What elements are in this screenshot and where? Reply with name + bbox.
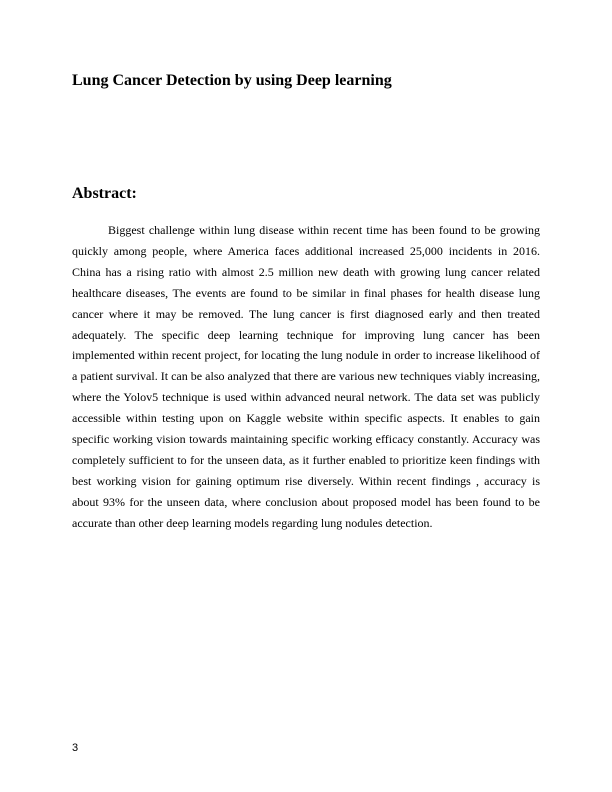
page-number: 3 <box>72 742 79 754</box>
abstract-paragraph: Biggest challenge within lung disease within recent time has been found to be growing quickly among people, where America faces additional increased 25,000 incidents in 2016. China has a rising ratio with almost 2.5 million new death with growing lung cancer related healthcare diseases, The events are found to be similar in final phases for health disease lung cancer where it may be removed. The lung cancer is first diagnosed early and then treated adequately. The specific deep learning technique for improving lung cancer has been implemented within recent project, for locating the lung nodule in order to increase likelihood of a patient survival. It can be also analyzed that there are various new techniques viably increasing, where the Yolov5 technique is used within advanced neural network. The data set was publicly accessible within testing upon on Kaggle website within specific aspects. It enables to gain specific working vision towards maintaining specific working efficacy constantly. Accuracy was completely sufficient to for the unseen data, as it further enabled to prioritize keen findings with best working vision for gaining optimum rise diversely. Within recent findings , accuracy is about 93% for the unseen data, where conclusion about proposed model has been found to be accurate than other deep learning models regarding lung nodules detection. <box>72 223 540 530</box>
document-title: Lung Cancer Detection by using Deep learning <box>72 72 392 89</box>
abstract-heading: Abstract: <box>72 185 137 202</box>
